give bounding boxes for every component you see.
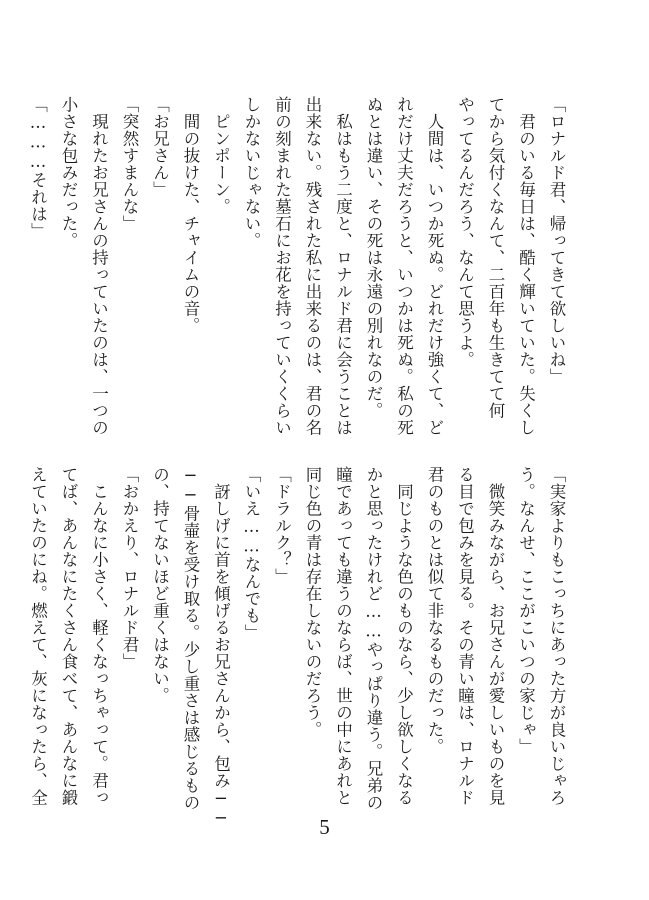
page-number: 5: [319, 815, 330, 839]
lower-text-block: [22, 466, 571, 828]
text-line: 人間は、いつか死ぬ。どれだけ強くて、ど: [425, 96, 444, 436]
text-line: てから気付くなんて、二百年も生きてて何: [486, 96, 505, 419]
text-line: 同じような色のものなら、少し欲しくなる: [394, 466, 414, 806]
text-line: かと思ったけれど……やっぱり違う。兄弟の: [364, 466, 383, 811]
text-line: えていたのにね。燃えて、灰になったら、全: [28, 466, 48, 806]
text-line: てば、あんなにたくさん食べて、あんなに鍛: [59, 466, 78, 806]
text-line: しかないじゃない。: [242, 96, 261, 249]
text-line: 現れたお兄さんの持っていたのは、一つの: [89, 96, 109, 436]
text-line: 私はもう二度と、ロナルド君に会うことは: [333, 96, 353, 436]
text-line: 間の抜けた、チャイムの音。: [181, 96, 200, 334]
text-line: 訝しげに首を傾げるお兄さんから、包み──: [211, 466, 231, 828]
text-line: 微笑みながら、お兄さんが愛しいものを見: [486, 466, 505, 806]
text-line: う。なんせ、ここがこいつの家じゃ」: [516, 466, 536, 755]
text-line: やってるんだろう、なんて思うよ。: [455, 96, 475, 368]
text-line: れだけ丈夫だろうと、いつかは死ぬ。私の死: [394, 96, 414, 436]
text-line: 「おかえり、ロナルド君」: [120, 466, 139, 670]
text-line: 「ドラルク？」: [272, 466, 292, 585]
text-line: ──骨壷を受け取る。少し重さは感じるもの: [181, 466, 200, 811]
text-line: る目で包みを見る。その青い瞳は、ロナルド: [455, 466, 475, 806]
text-line: 瞳であっても違うのならば、世の中にあれと: [333, 466, 353, 806]
text-line: 君のいる毎日は、酷く輝いていた。失くし: [516, 96, 536, 436]
text-line: の、持てないほど重くはない。: [150, 466, 170, 704]
text-line: 「実家よりもこっちにあった方が良いじゃろ: [547, 466, 566, 806]
upper-text-block: [22, 96, 571, 436]
text-line: 君のものとは似て非なるものだった。: [425, 466, 444, 755]
text-line: 「いえ……なんでも」: [242, 466, 261, 641]
text-line: 前の刻まれた墓石にお花を持っていくくらい: [272, 96, 292, 436]
text-line: こんなに小さく、軽くなっちゃって。君っ: [89, 466, 109, 806]
text-line: 「お兄さん」: [150, 96, 170, 198]
text-line: 「………それは」: [28, 96, 48, 240]
text-line: ピンポーン。: [211, 96, 231, 215]
text-line: 小さな包みだった。: [59, 96, 78, 249]
text-line: 同じ色の青は存在しないのだろう。: [303, 466, 322, 738]
text-line: ぬとは違い、その死は永遠の別れなのだ。: [364, 96, 383, 419]
text-line: 「ロナルド君、帰ってきて欲しいね」: [547, 96, 566, 385]
text-line: 「突然すまんな」: [120, 96, 139, 232]
text-line: 出来ない。残された私に出来るのは、君の名: [303, 96, 322, 436]
